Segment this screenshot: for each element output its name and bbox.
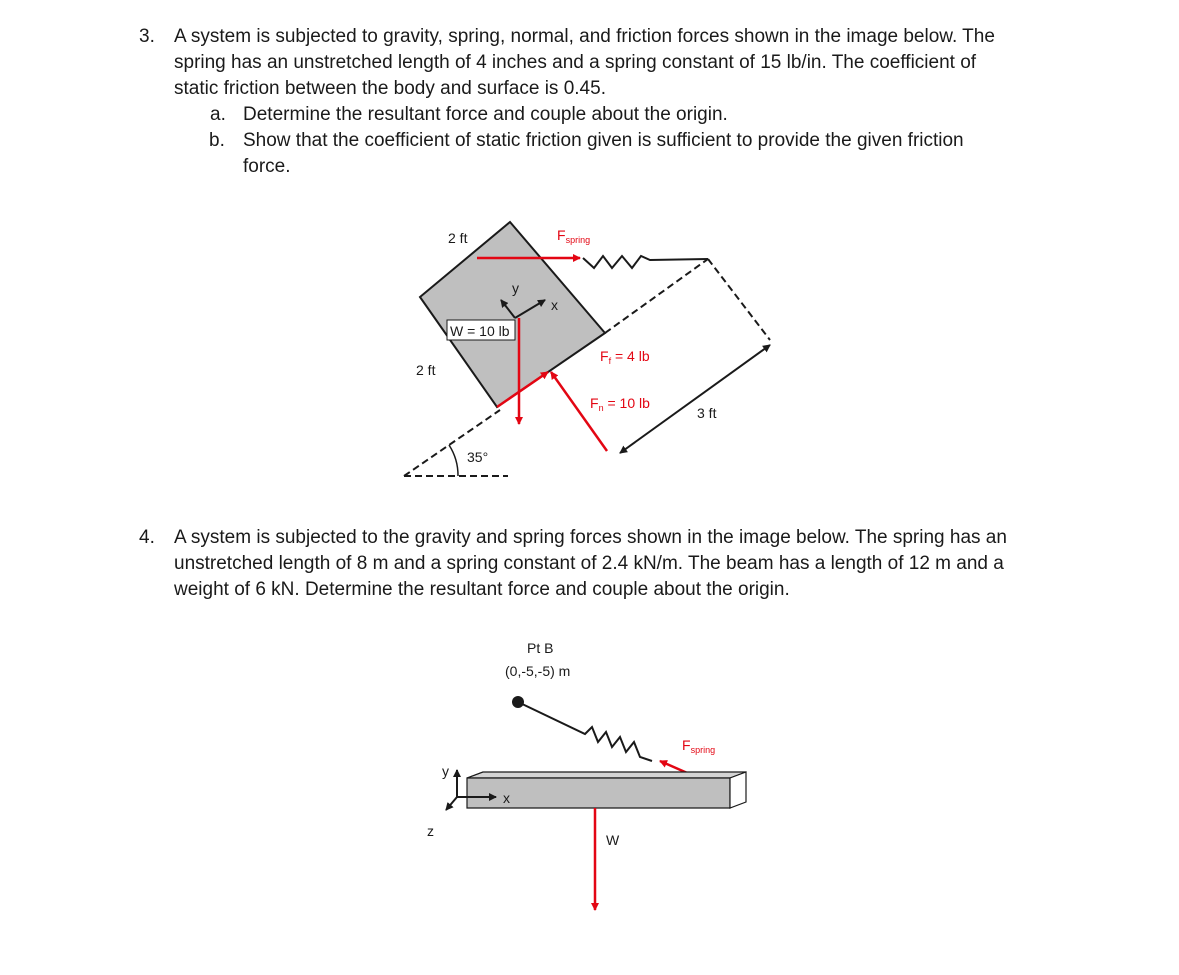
axis-y-label-4: y bbox=[442, 763, 449, 779]
axis-x-label-4: x bbox=[503, 790, 510, 806]
incline-line bbox=[404, 410, 500, 476]
friction-main: F bbox=[600, 348, 609, 364]
spring-force-label-4 bbox=[682, 737, 715, 755]
spring-force-sub: spring bbox=[565, 235, 591, 245]
normal-main: F bbox=[590, 395, 599, 411]
point-b-coords: (0,-5,-5) m bbox=[505, 663, 571, 679]
axis-y-label: y bbox=[512, 280, 519, 296]
spring-force-sub-4: spring bbox=[690, 745, 716, 755]
problem-3b-line-2: force. bbox=[243, 156, 291, 177]
spring-force-label-3 bbox=[557, 227, 590, 245]
problem-3-line-1: A system is subjected to gravity, spring, normal, and friction forces shown in the image below. The bbox=[174, 26, 995, 47]
problem-3b-line-1: Show that the coefficient of static friction given is sufficient to provide the given friction bbox=[243, 130, 964, 151]
angle-arc bbox=[449, 445, 458, 476]
dim-top-label: 2 ft bbox=[448, 230, 468, 246]
beam-end-face bbox=[730, 772, 746, 808]
normal-force-label bbox=[590, 395, 650, 413]
spring-4 bbox=[518, 702, 652, 761]
problem-4-line-3: weight of 6 kN. Determine the resultant force and couple about the origin. bbox=[174, 579, 790, 600]
weight-label-3: W = 10 lb bbox=[450, 323, 510, 339]
spring-force-main: F bbox=[557, 227, 566, 243]
dim-left-label: 2 ft bbox=[416, 362, 436, 378]
beam-top-face bbox=[467, 772, 746, 778]
spring-3 bbox=[583, 256, 708, 268]
problem-3a-label: a. bbox=[210, 104, 226, 125]
problem-3a-text: Determine the resultant force and couple about the origin. bbox=[243, 104, 728, 125]
dim-spring-label: 3 ft bbox=[697, 405, 717, 421]
friction-value: = 4 lb bbox=[611, 348, 650, 364]
friction-force-label bbox=[600, 348, 650, 366]
axis-z-4 bbox=[446, 797, 457, 810]
problem-4-number: 4. bbox=[139, 527, 155, 548]
spring-force-main-4: F bbox=[682, 737, 691, 753]
angle-label: 35° bbox=[467, 449, 489, 465]
normal-sub: n bbox=[598, 403, 604, 413]
surface-dashed-line bbox=[605, 259, 708, 333]
problem-4-line-2: unstretched length of 8 m and a spring constant of 2.4 kN/m. The beam has a length of 12 m and a bbox=[174, 553, 1004, 574]
problem-3-number: 3. bbox=[139, 26, 155, 47]
problem-4-line-1: A system is subjected to the gravity and spring forces shown in the image below. The spring has an bbox=[174, 527, 1007, 548]
normal-value: = 10 lb bbox=[603, 395, 650, 411]
problem-3b-label: b. bbox=[209, 130, 225, 151]
support-dashed-line bbox=[708, 259, 770, 340]
friction-sub: f bbox=[608, 356, 612, 366]
problem-3-line-2: spring has an unstretched length of 4 inches and a spring constant of 15 lb/in. The coefficient of bbox=[174, 52, 977, 73]
axis-z-label-4: z bbox=[427, 823, 434, 839]
weight-label-4: W bbox=[606, 832, 620, 848]
problem-3-line-3: static friction between the body and surface is 0.45. bbox=[174, 78, 606, 99]
point-b-label: Pt B bbox=[527, 640, 554, 656]
axis-x-label: x bbox=[551, 297, 558, 313]
